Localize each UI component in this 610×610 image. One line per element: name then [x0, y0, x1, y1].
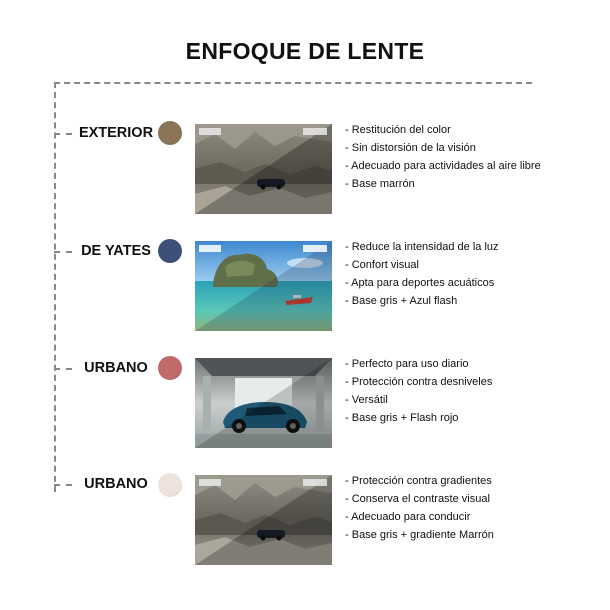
tree-branch-yates	[54, 251, 72, 253]
feature-item: - Protección contra gradientes	[345, 472, 494, 490]
lens-color-swatch-yates	[158, 239, 182, 263]
tree-branch-urbano-1	[54, 368, 72, 370]
feature-item: - Protección contra desniveles	[345, 373, 492, 391]
lens-label-yates: DE YATES	[81, 243, 151, 259]
tree-line-vertical	[54, 82, 56, 492]
lens-color-swatch-urbano-1	[158, 356, 182, 380]
feature-item: - Base marrón	[345, 175, 541, 193]
lens-color-swatch-exterior	[158, 121, 182, 145]
lens-photo-yates	[195, 241, 332, 331]
feature-item: - Base gris + Flash rojo	[345, 409, 492, 427]
lens-photo-exterior	[195, 124, 332, 214]
feature-item: - Base gris + Azul flash	[345, 292, 499, 310]
feature-list-urbano-2	[345, 472, 494, 544]
feature-item: - Confort visual	[345, 256, 499, 274]
tree-line-top	[54, 82, 532, 84]
feature-item: - Restitución del color	[345, 121, 541, 139]
feature-item: - Perfecto para uso diario	[345, 355, 492, 373]
lens-photo-urbano-1	[195, 358, 332, 448]
feature-list-yates	[345, 238, 499, 310]
feature-list-exterior	[345, 121, 541, 193]
lens-label-urbano-2: URBANO	[84, 476, 148, 492]
tree-branch-urbano-2	[54, 484, 72, 486]
feature-item: - Reduce la intensidad de la luz	[345, 238, 499, 256]
feature-item: - Adecuado para conducir	[345, 508, 494, 526]
feature-item: - Conserva el contraste visual	[345, 490, 494, 508]
page-title: ENFOQUE DE LENTE	[185, 38, 425, 64]
tree-branch-exterior	[54, 133, 72, 135]
feature-item: - Base gris + gradiente Marrón	[345, 526, 494, 544]
lens-label-urbano-1: URBANO	[84, 360, 148, 376]
feature-list-urbano-1	[345, 355, 492, 427]
lens-color-swatch-urbano-2	[158, 473, 182, 497]
feature-item: - Adecuado para actividades al aire libre	[345, 157, 541, 175]
feature-item: - Apta para deportes acuáticos	[345, 274, 499, 292]
feature-item: - Versátil	[345, 391, 492, 409]
lens-label-exterior: EXTERIOR	[78, 125, 154, 141]
lens-photo-urbano-2	[195, 475, 332, 565]
feature-item: - Sin distorsión de la visión	[345, 139, 541, 157]
